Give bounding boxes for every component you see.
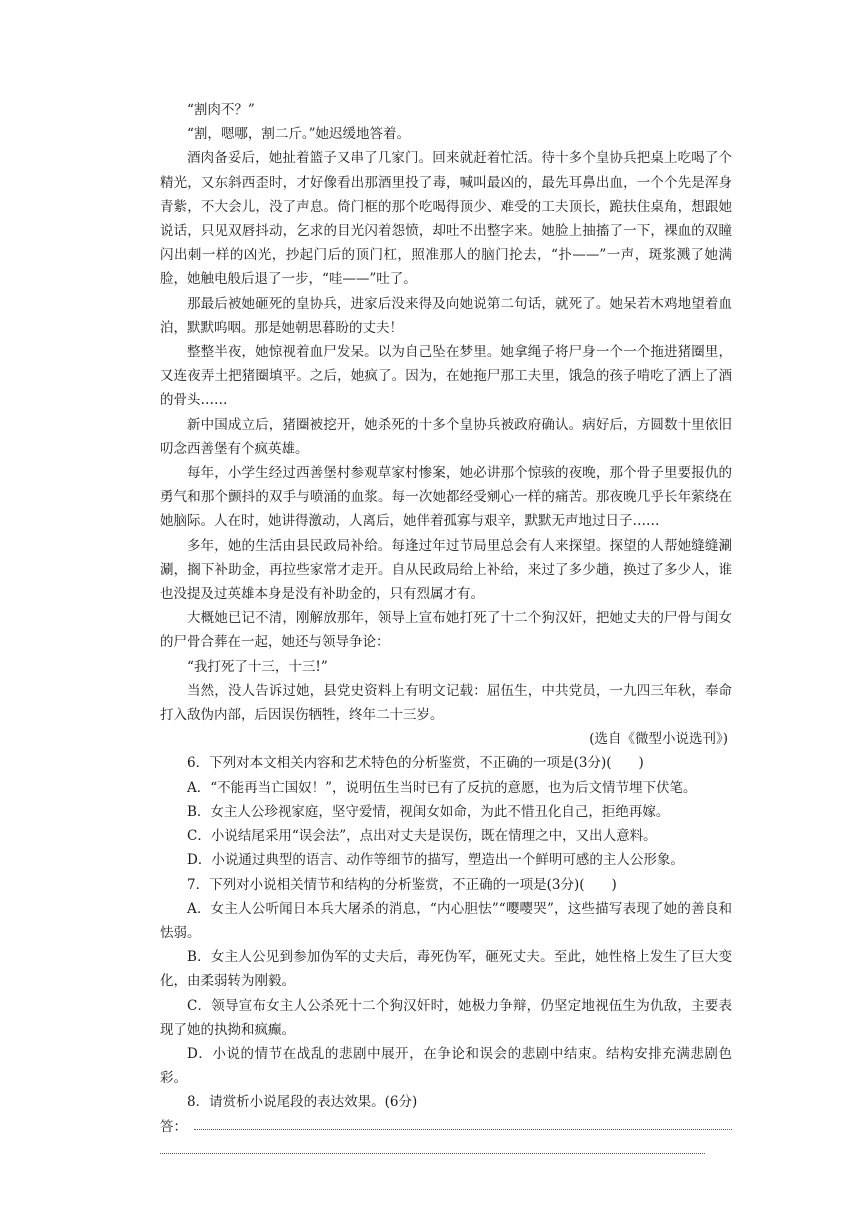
question-8-stem: 8．请赏析小说尾段的表达效果。(6分) (187, 1094, 418, 1111)
question-6-option-c: C．小说结尾采用“误会法”，点出对丈夫是误伤，既在情理之中，又出人意料。 (187, 828, 657, 845)
story-paragraph: 大概她已记不清，刚解放那年，领导上宣布她打死了十二个狗汉奸，把她丈夫的尸骨与闺女的尸骨合葬在一起，她还与领导争论： (160, 610, 732, 651)
source-citation: (选自《微型小说选刊》) (589, 731, 728, 748)
document-page (160, 98, 732, 1163)
question-7-option-d: D．小说的情节在战乱的悲剧中展开，在争论和误会的悲剧中结束。结构安排充满悲剧色彩。 (160, 1045, 732, 1087)
question-6-stem: 6．下列对本文相关内容和艺术特色的分析鉴赏，不正确的一项是(3分)( ) (187, 755, 644, 772)
question-7-option-c: C．领导宣布女主人公杀死十二个狗汉奸时，她极力争辩，仍坚定地视伍生为仇敌，主要表现了她的执拗和疯癫。 (160, 997, 732, 1038)
story-paragraph: 当然，没人告诉过她，县党史资料上有明文记载：屈伍生，中共党员，一九四三年秋，奉命打入敌伪内部，后因误伤牺牲，终年二十三岁。 (160, 682, 732, 724)
story-paragraph: 多年，她的生活由县民政局补给。每逢过年过节局里总会有人来探望。探望的人帮她缝缝涮涮，搁下补助金，再拉些家常才走开。自从民政局给上补给，来过了多少趟，换过了多少人，谁也没提及过英雄本身是没有补助金的，只有烈属才有。 (160, 537, 732, 603)
story-paragraph: 整整半夜，她惊视着血尸发呆。以为自己坠在梦里。她拿绳子将尸身一个一个拖进猪圈里，又连夜弄土把猪圈填平。之后，她疯了。因为，在她拖尸那工夫里，饿急的孩子啃吃了洒上了酒的骨头…… (160, 344, 732, 409)
question-7-stem: 7．下列对小说相关情节和结构的分析鉴赏，不正确的一项是(3分)( ) (187, 876, 617, 893)
question-6-option-b: B．女主人公珍视家庭，坚守爱情，视闺女如命，为此不惜丑化自己，拒绝再嫁。 (187, 803, 670, 820)
answer-line-1[interactable] (160, 1115, 732, 1139)
answer-dotted-line (194, 1129, 732, 1130)
story-paragraph: 每年，小学生经过西善堡村参观草家村惨案，她必讲那个惊骇的夜晚，那个骨子里要报仇的勇气和那个颤抖的双手与喷涌的血浆。每一次她都经受剜心一样的痛苦。那夜晚几乎长年萦绕在她脑际。人在时，她讲得激动，人离后，她伴着孤寡与艰辛，默默无声地过日子…… (160, 465, 732, 530)
story-paragraph: 新中国成立后，猪圈被挖开，她杀死的十多个皇协兵被政府确认。病好后，方圆数十里依旧叨念西善堡有个疯英雄。 (160, 416, 732, 457)
question-7-option-b: B．女主人公见到参加伪军的丈夫后，毒死伪军，砸死丈夫。至此，她性格上发生了巨大变化，由柔弱转为刚毅。 (160, 949, 732, 990)
question-6-option-a: A．“不能再当亡国奴！”，说明伍生当时已有了反抗的意愿，也为后文情节埋下伏笔。 (187, 779, 697, 796)
answer-dotted-line (160, 1153, 705, 1154)
story-paragraph: 那最后被她砸死的皇协兵，进家后没来得及向她说第二句话，就死了。她呆若木鸡地望着血泊，默默呜咽。那是她朝思暮盼的丈夫！ (160, 295, 732, 336)
question-6-option-d: D．小说通过典型的语言、动作等细节的描写，塑造出一个鲜明可感的主人公形象。 (187, 852, 684, 869)
dialog-line: “割，嗯哪，割二斤。”她迟缓地答着。 (187, 126, 411, 143)
dialog-line: “我打死了十三，十三!” (187, 658, 328, 675)
answer-line-2[interactable] (160, 1139, 732, 1163)
story-paragraph: 酒肉备妥后，她扯着篮子又串了几家门。回来就赶着忙活。待十多个皇协兵把桌上吃喝了个精光，又东斜西歪时，才好像看出那酒里投了毒，喊叫最凶的，最先耳鼻出血，一个个先是浑身青紫，不大会儿，没了声息。倚门框的那个吃喝得顶少、难受的工夫顶长，跪扶住桌角，想跟她说话，只见双唇抖动，乞求的目光闪着怨愤，却吐不出整字来。她脸上抽搐了一下，裸血的双瞳闪出刺一样的凶光，抄起门后的顶门杠，照准那人的脑门抡去，“扑——”一声，斑浆溅了她满脸，她触电般后退了一步，“哇——”吐了。 (160, 150, 732, 288)
dialog-line: “割肉不？” (187, 102, 255, 118)
question-7-option-a: A．女主人公听闻日本兵大屠杀的消息，“内心胆怯”“嘤嘤哭”，这些描写表现了她的善良和怯弱。 (160, 900, 732, 941)
answer-label: 答： (160, 1118, 187, 1135)
